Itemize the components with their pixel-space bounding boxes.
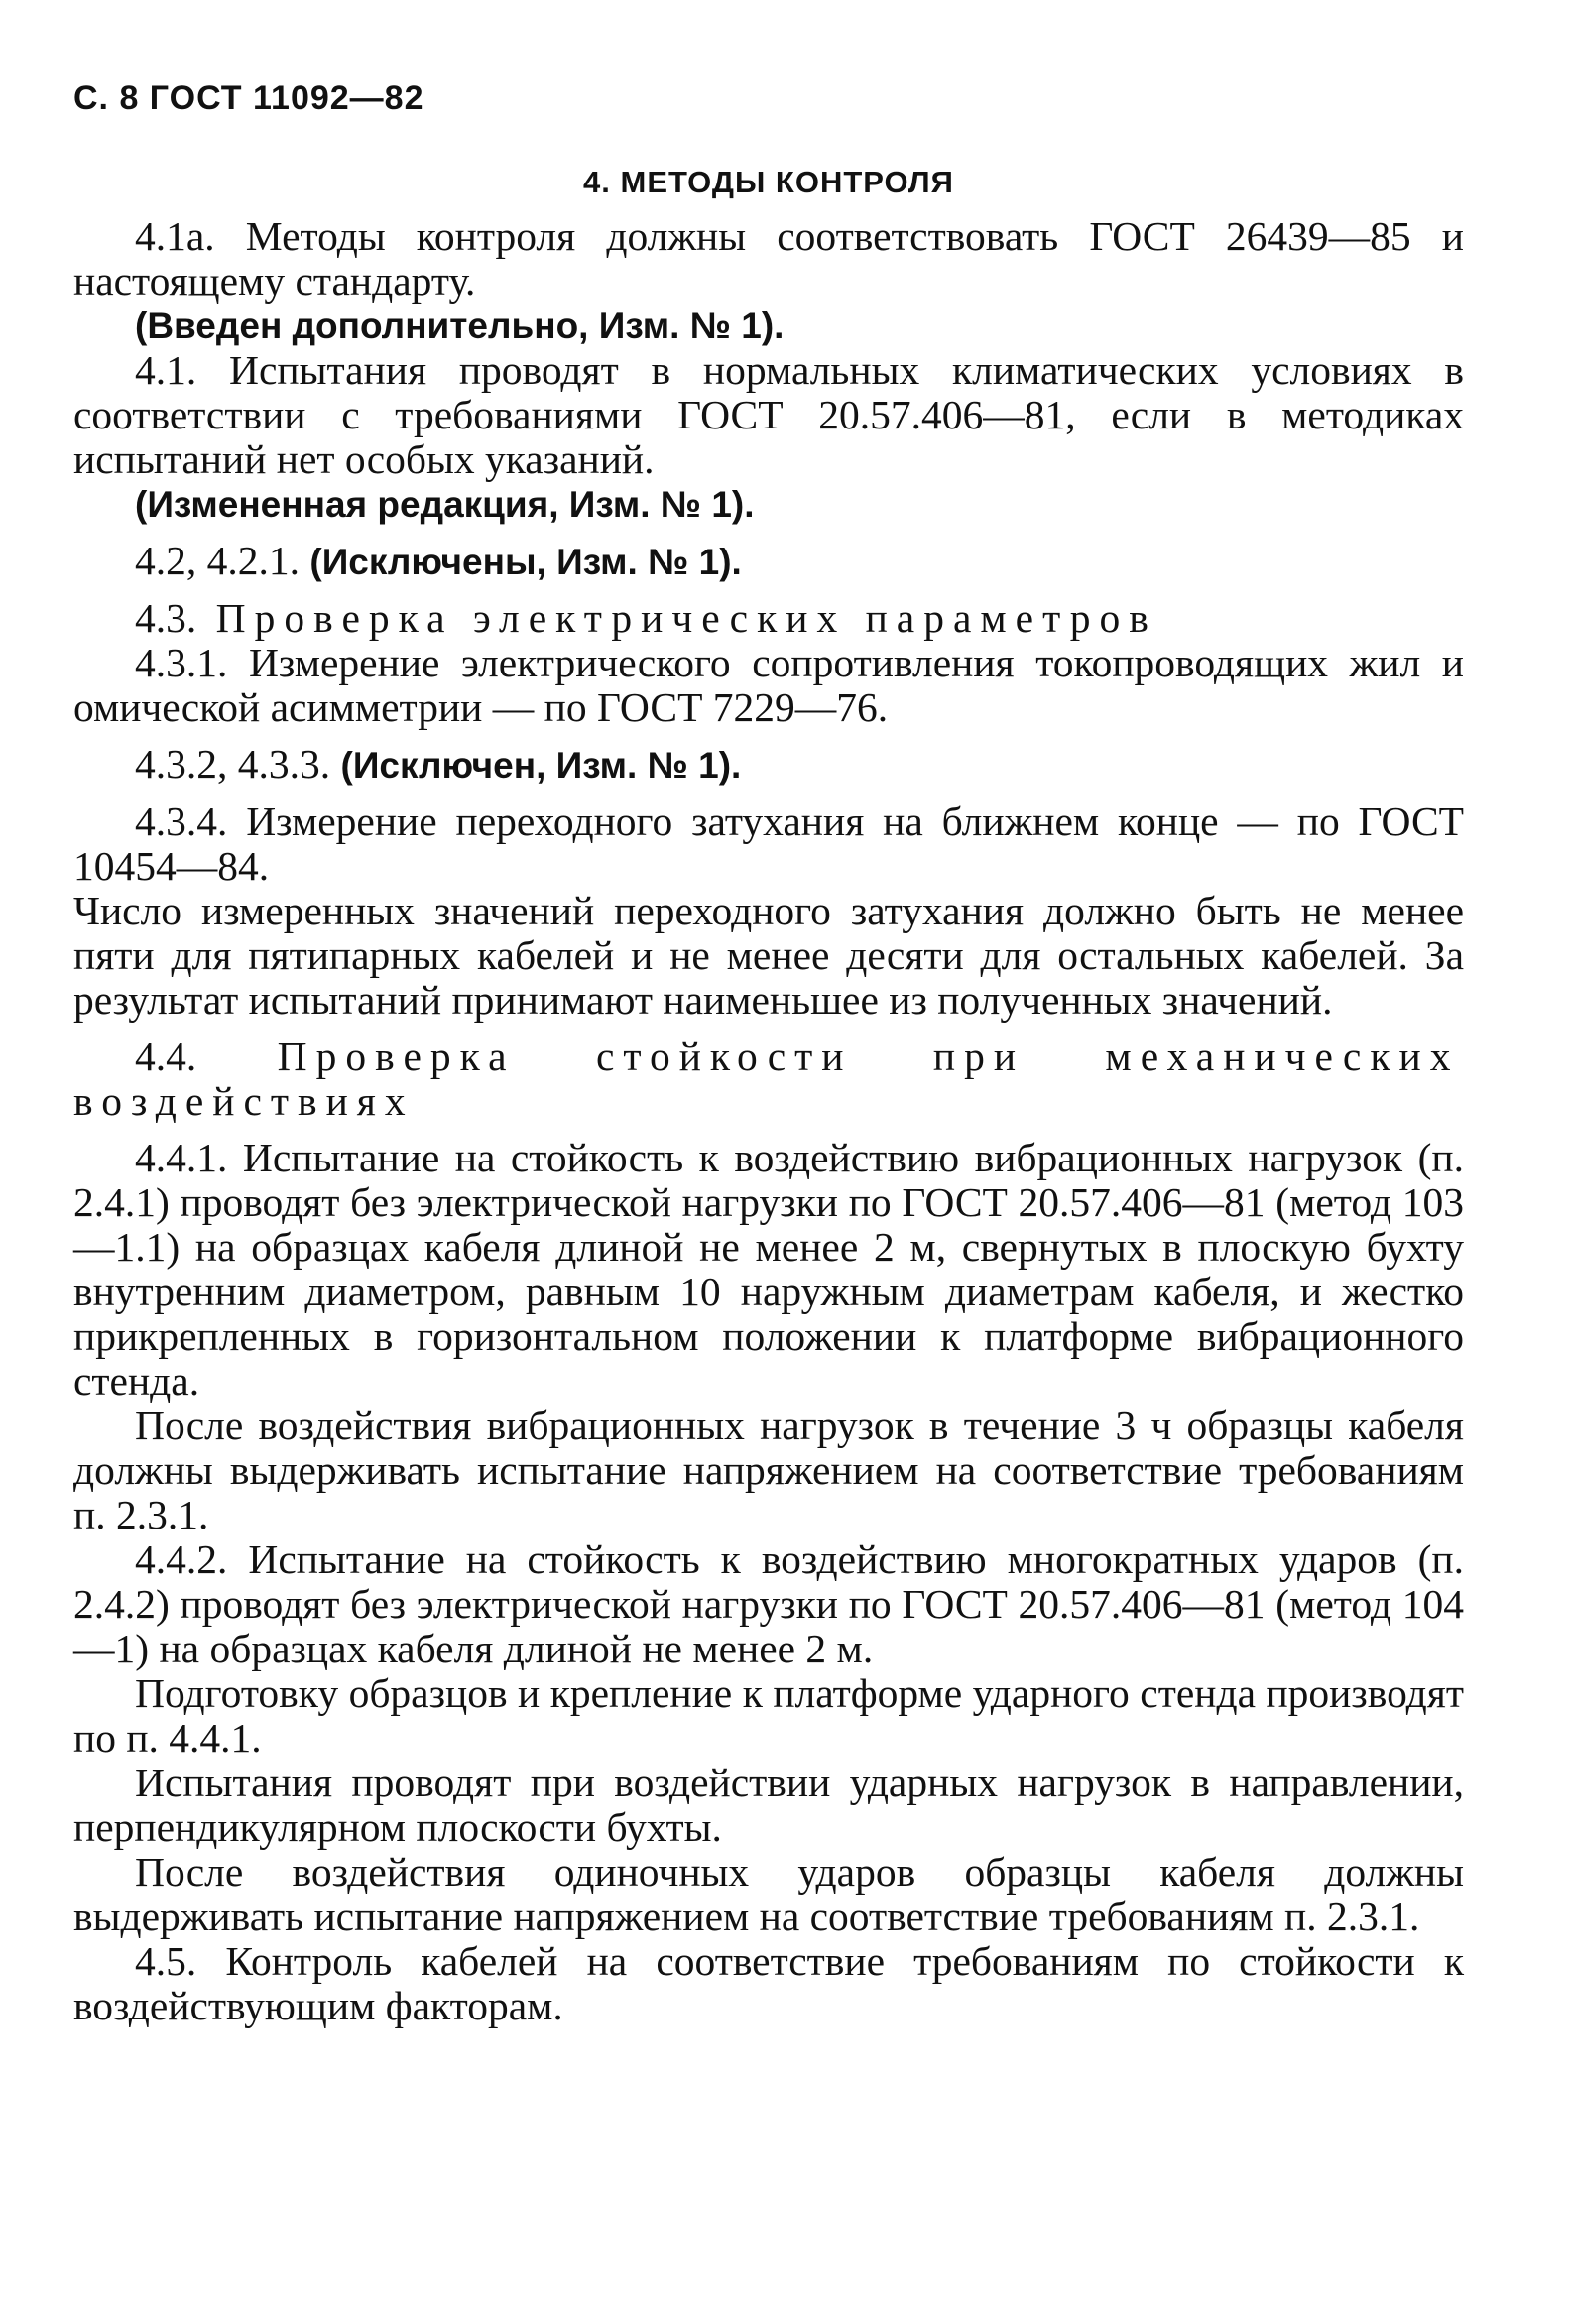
amendment-note: (Введен дополнительно, Изм. № 1). xyxy=(135,306,785,346)
spaced-heading: Проверка электрических параметров xyxy=(215,595,1157,641)
amendment-note: (Исключены, Изм. № 1). xyxy=(309,542,742,582)
paragraph-4-4 xyxy=(73,1035,1464,1124)
paragraph-4-4-2-continued: После воздействия одиночных ударов образцы кабеля должны выдерживать испытание напряжением на соответствие требованиям п. 2.3.1. xyxy=(73,1849,1464,1939)
paragraph-4-2 xyxy=(73,539,1464,584)
paragraph-4-4-2-continued: Испытания проводят при воздействии ударных нагрузок в направлении, перпендикулярном плоскости бухты. xyxy=(73,1760,1464,1850)
section-title: 4. МЕТОДЫ КОНТРОЛЯ xyxy=(583,165,954,199)
paragraph-4-3 xyxy=(73,596,1464,641)
paragraph-4-4-1-continued: После воздействия вибрационных нагрузок в течение 3 ч образцы кабеля должны выдерживать испытание напряжением на соответствие требованиям п. 2.3.1. xyxy=(73,1403,1464,1537)
document-page xyxy=(73,79,1464,2028)
paragraph-4-4-2: 4.4.2. Испытание на стойкость к воздействию многократных ударов (п. 2.4.2) проводят без электрической нагрузки по ГОСТ 20.57.406—81 (метод 104—1) на образцах кабеля длиной не менее 2 м. xyxy=(73,1536,1464,1671)
clause-number: 4.3.2, 4.3.3. xyxy=(135,741,331,787)
paragraph-4-3-4: 4.3.4. Измерение переходного затухания на ближнем конце — по ГОСТ 10454—84. xyxy=(73,798,1464,889)
running-header: С. 8 ГОСТ 11092—82 xyxy=(73,79,424,117)
paragraph-4-3-4-continued: Число измеренных значений переходного затухания должно быть не менее пяти для пятипарных кабелей и не менее десяти для остальных кабелей. За результат испытаний принимают наименьшее из полученных значений. xyxy=(73,888,1464,1023)
paragraph-4-4-1: 4.4.1. Испытание на стойкость к воздействию вибрационных нагрузок (п. 2.4.1) проводят без электрической нагрузки по ГОСТ 20.57.406—81 (метод 103—1.1) на образцах кабеля длиной не менее 2 м, свернутых в плоскую бухту внутренним диаметром, равным 10 наружным диаметрам кабеля, и жестко прикрепленных в горизонтальном положении к платформе вибрационного стенда. xyxy=(73,1135,1464,1404)
paragraph-4-1a: 4.1а. Методы контроля должны соответствовать ГОСТ 26439—85 и настоящему стандарту. xyxy=(73,213,1464,304)
amendment-note: (Измененная редакция, Изм. № 1). xyxy=(135,484,755,525)
paragraph-4-3-1: 4.3.1. Измерение электрического сопротивления токопроводящих жил и омической асимметрии — по ГОСТ 7229—76. xyxy=(73,640,1464,730)
spaced-heading: Проверка стойкости при механических воздействиях xyxy=(73,1034,1460,1124)
clause-number: 4.2, 4.2.1. xyxy=(135,538,300,583)
amendment-note: (Исключен, Изм. № 1). xyxy=(340,745,742,786)
paragraph-4-5: 4.5. Контроль кабелей на соответствие требованиям по стойкости к воздействующим факторам. xyxy=(73,1938,1464,2028)
paragraph-4-4-2-continued: Подготовку образцов и крепление к платформе ударного стенда производят по п. 4.4.1. xyxy=(73,1670,1464,1761)
paragraph-4-1: 4.1. Испытания проводят в нормальных климатических условиях в соответствии с требованиями ГОСТ 20.57.406—81, если в методиках испытаний нет особых указаний. xyxy=(73,347,1464,482)
paragraph-4-3-2 xyxy=(73,742,1464,788)
clause-number: 4.3. xyxy=(135,595,197,641)
clause-number: 4.4. xyxy=(135,1034,197,1079)
